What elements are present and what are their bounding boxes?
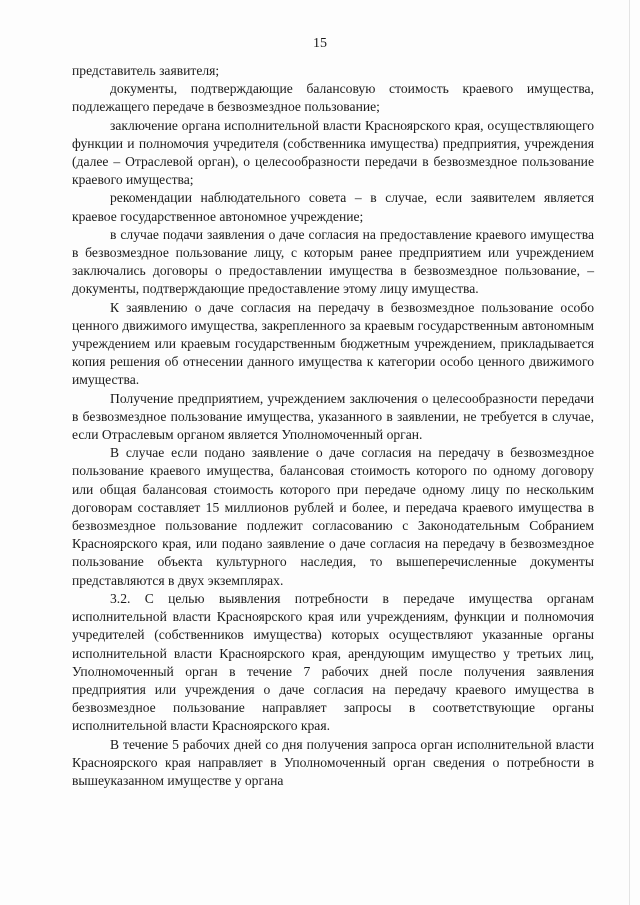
paragraph-prior-contracts: в случае подачи заявления о даче согласия на предоставление краевого имущества в безвозмездное пользование лицу, с которым ранее предприятием или учреждением заключались договоры о предоставлении имущества в безвозмездное пользование, – документы, подтверждающие предоставление этому лицу имущества. (72, 226, 594, 297)
paragraph-five-days: В течение 5 рабочих дней со дня получения запроса орган исполнительной власти Красноярского края направляет в Уполномоченный орган сведения о потребности в вышеуказанном имуществе у органа (72, 736, 594, 788)
paragraph-conclusion-not-required: Получение предприятием, учреждением заключения о целесообразности передачи в безвозмездное пользование имущества, указанного в заявлении, не требуется в случае, если Отраслевым органом является Уполномоченный орган. (72, 390, 594, 443)
paragraph-section-3-2: 3.2. С целью выявления потребности в передаче имущества органам исполнительной власти Красноярского края или учреждениям, функции и полномочия учредителей (собственников имущества) которых осуществляют указанные органы исполнительной власти Красноярского края, арендующим имущество у третьих лиц, Уполномоченный орган в течение 7 рабочих дней после получения заявления предприятия или учреждения о даче согласия на передачу краевого имущества в безвозмездное пользование направляет запросы в соответствующие органы исполнительной власти Красноярского края. (72, 590, 594, 734)
paragraph-applicant-representative: представитель заявителя; (72, 63, 220, 78)
page-number: 15 (313, 36, 327, 51)
paragraph-two-copies: В случае если подано заявление о даче согласия на передачу в безвозмездное пользование краевого имущества, балансовая стоимость которого по одному договору или общая балансовая стоимость которого при передаче одному лицу по нескольким договорам составляет 15 миллионов рублей и более, и передача краевого имущества в безвозмездное пользование подлежит согласованию с Законодательным Собранием Красноярского края, или подано заявление о даче согласия на передачу в безвозмездное пользование объекта культурного наследия, то вышеперечисленные документы представляются в двух экземплярах. (72, 445, 594, 588)
document-body (72, 62, 594, 790)
paragraph-authority-conclusion: заключение органа исполнительной власти Красноярского края, осуществляющего функции и полномочия учредителя (собственника имущества) предприятия, учреждения (далее – Отраслевой орган), о целесообразности передачи в безвозмездное пользование краевого имущества; (72, 117, 594, 188)
scan-edge-line (629, 0, 630, 905)
paragraph-balance-documents: документы, подтверждающие балансовую стоимость краевого имущества, подлежащего передаче в безвозмездное пользование; (72, 81, 594, 115)
paragraph-valuable-property: К заявлению о даче согласия на передачу в безвозмездное пользование особо ценного движимого имущества, закрепленного за краевым государственным автономным учреждением или краевым государственным бюджетным учреждением, прикладывается копия решения об отнесении данного имущества к категории особо ценного движимого имущества. (72, 299, 594, 388)
paragraph-supervisory-board: рекомендации наблюдательного совета – в случае, если заявителем является краевое государственное автономное учреждение; (72, 190, 594, 224)
